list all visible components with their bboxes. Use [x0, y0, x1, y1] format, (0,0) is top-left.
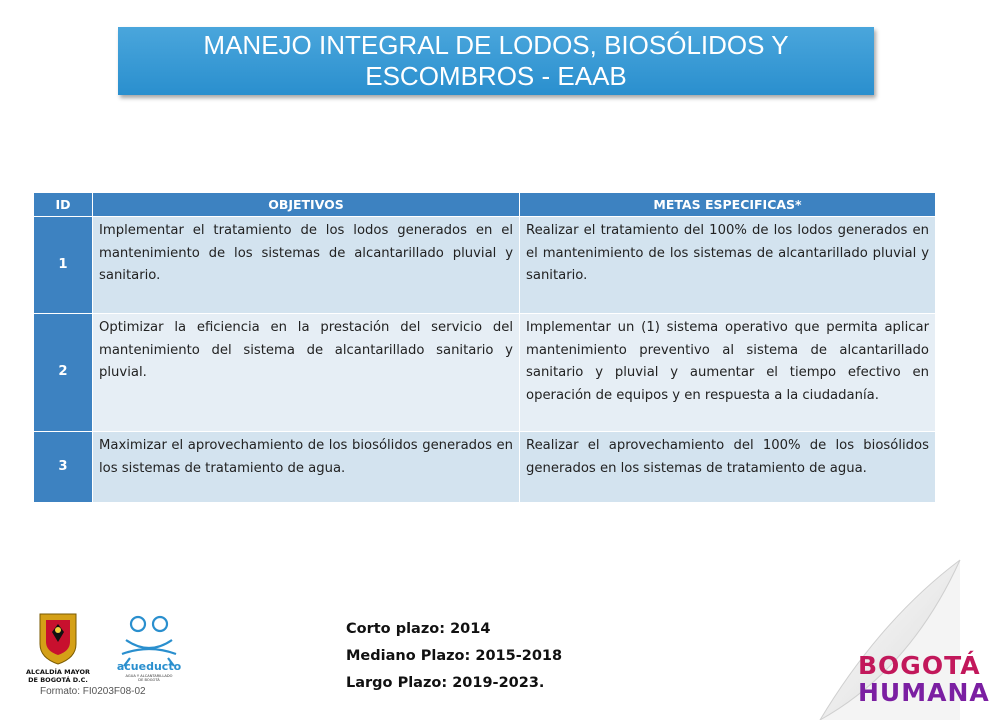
row-id: 2	[34, 314, 93, 432]
table-row	[34, 432, 936, 503]
bogota-logo-line-1: BOGOTÁ	[858, 651, 981, 680]
acueducto-label: acueducto	[116, 660, 182, 673]
mediano-plazo: Mediano Plazo: 2015-2018	[346, 648, 563, 664]
table-row	[34, 314, 936, 432]
bogota-humana-logo	[858, 652, 990, 706]
table-row	[34, 217, 936, 314]
formato-label: Formato: FI0203F08-02	[40, 686, 146, 697]
header-metas: METAS ESPECIFICAS*	[520, 193, 936, 217]
acueducto-sub-2: DE BOGOTÁ	[138, 678, 160, 682]
row-objetivo: Implementar el tratamiento de los lodos generados en el mantenimiento de los sistemas de alcantarillado pluvial y sanitario.	[93, 217, 520, 314]
corto-plazo: Corto plazo: 2014	[346, 621, 491, 637]
title-line-1: MANEJO INTEGRAL DE LODOS, BIOSÓLIDOS Y	[203, 30, 789, 60]
row-meta: Implementar un (1) sistema operativo que permita aplicar mantenimiento preventivo al sistema de alcantarillado sanitario y pluvial y aumentar el tiempo efectivo en operación de equipos y en respuesta a la ciudadanía.	[520, 314, 936, 432]
row-meta: Realizar el aprovechamiento del 100% de los biosólidos generados en los sistemas de tratamiento de agua.	[520, 432, 936, 503]
slide-title	[118, 27, 874, 95]
title-line-2: ESCOMBROS - EAAB	[365, 61, 627, 91]
bogota-logo-line-2: HUMANA	[858, 678, 990, 707]
header-id: ID	[34, 193, 93, 217]
acueducto-sub-1: AGUA Y ALCANTARILLADO	[125, 674, 173, 678]
acueducto-frog-icon	[122, 617, 176, 666]
row-meta: Realizar el tratamiento del 100% de los lodos generados en el mantenimiento de los sistemas de alcantarillado pluvial y sanitario.	[520, 217, 936, 314]
table-header-row	[34, 193, 936, 217]
alcaldia-shield-icon	[40, 614, 76, 664]
largo-plazo: Largo Plazo: 2019-2023.	[346, 675, 545, 691]
row-id: 1	[34, 217, 93, 314]
alcaldia-label-2: DE BOGOTÁ D.C.	[28, 676, 88, 684]
row-objetivo: Optimizar la eficiencia en la prestación del servicio del mantenimiento del sistema de alcantarillado sanitario y pluvial.	[93, 314, 520, 432]
objectives-table	[33, 192, 936, 503]
row-id: 3	[34, 432, 93, 503]
row-objetivo: Maximizar el aprovechamiento de los biosólidos generados en los sistemas de tratamiento de agua.	[93, 432, 520, 503]
alcaldia-label-1: ALCALDÍA MAYOR	[25, 668, 91, 676]
header-objetivos: OBJETIVOS	[93, 193, 520, 217]
